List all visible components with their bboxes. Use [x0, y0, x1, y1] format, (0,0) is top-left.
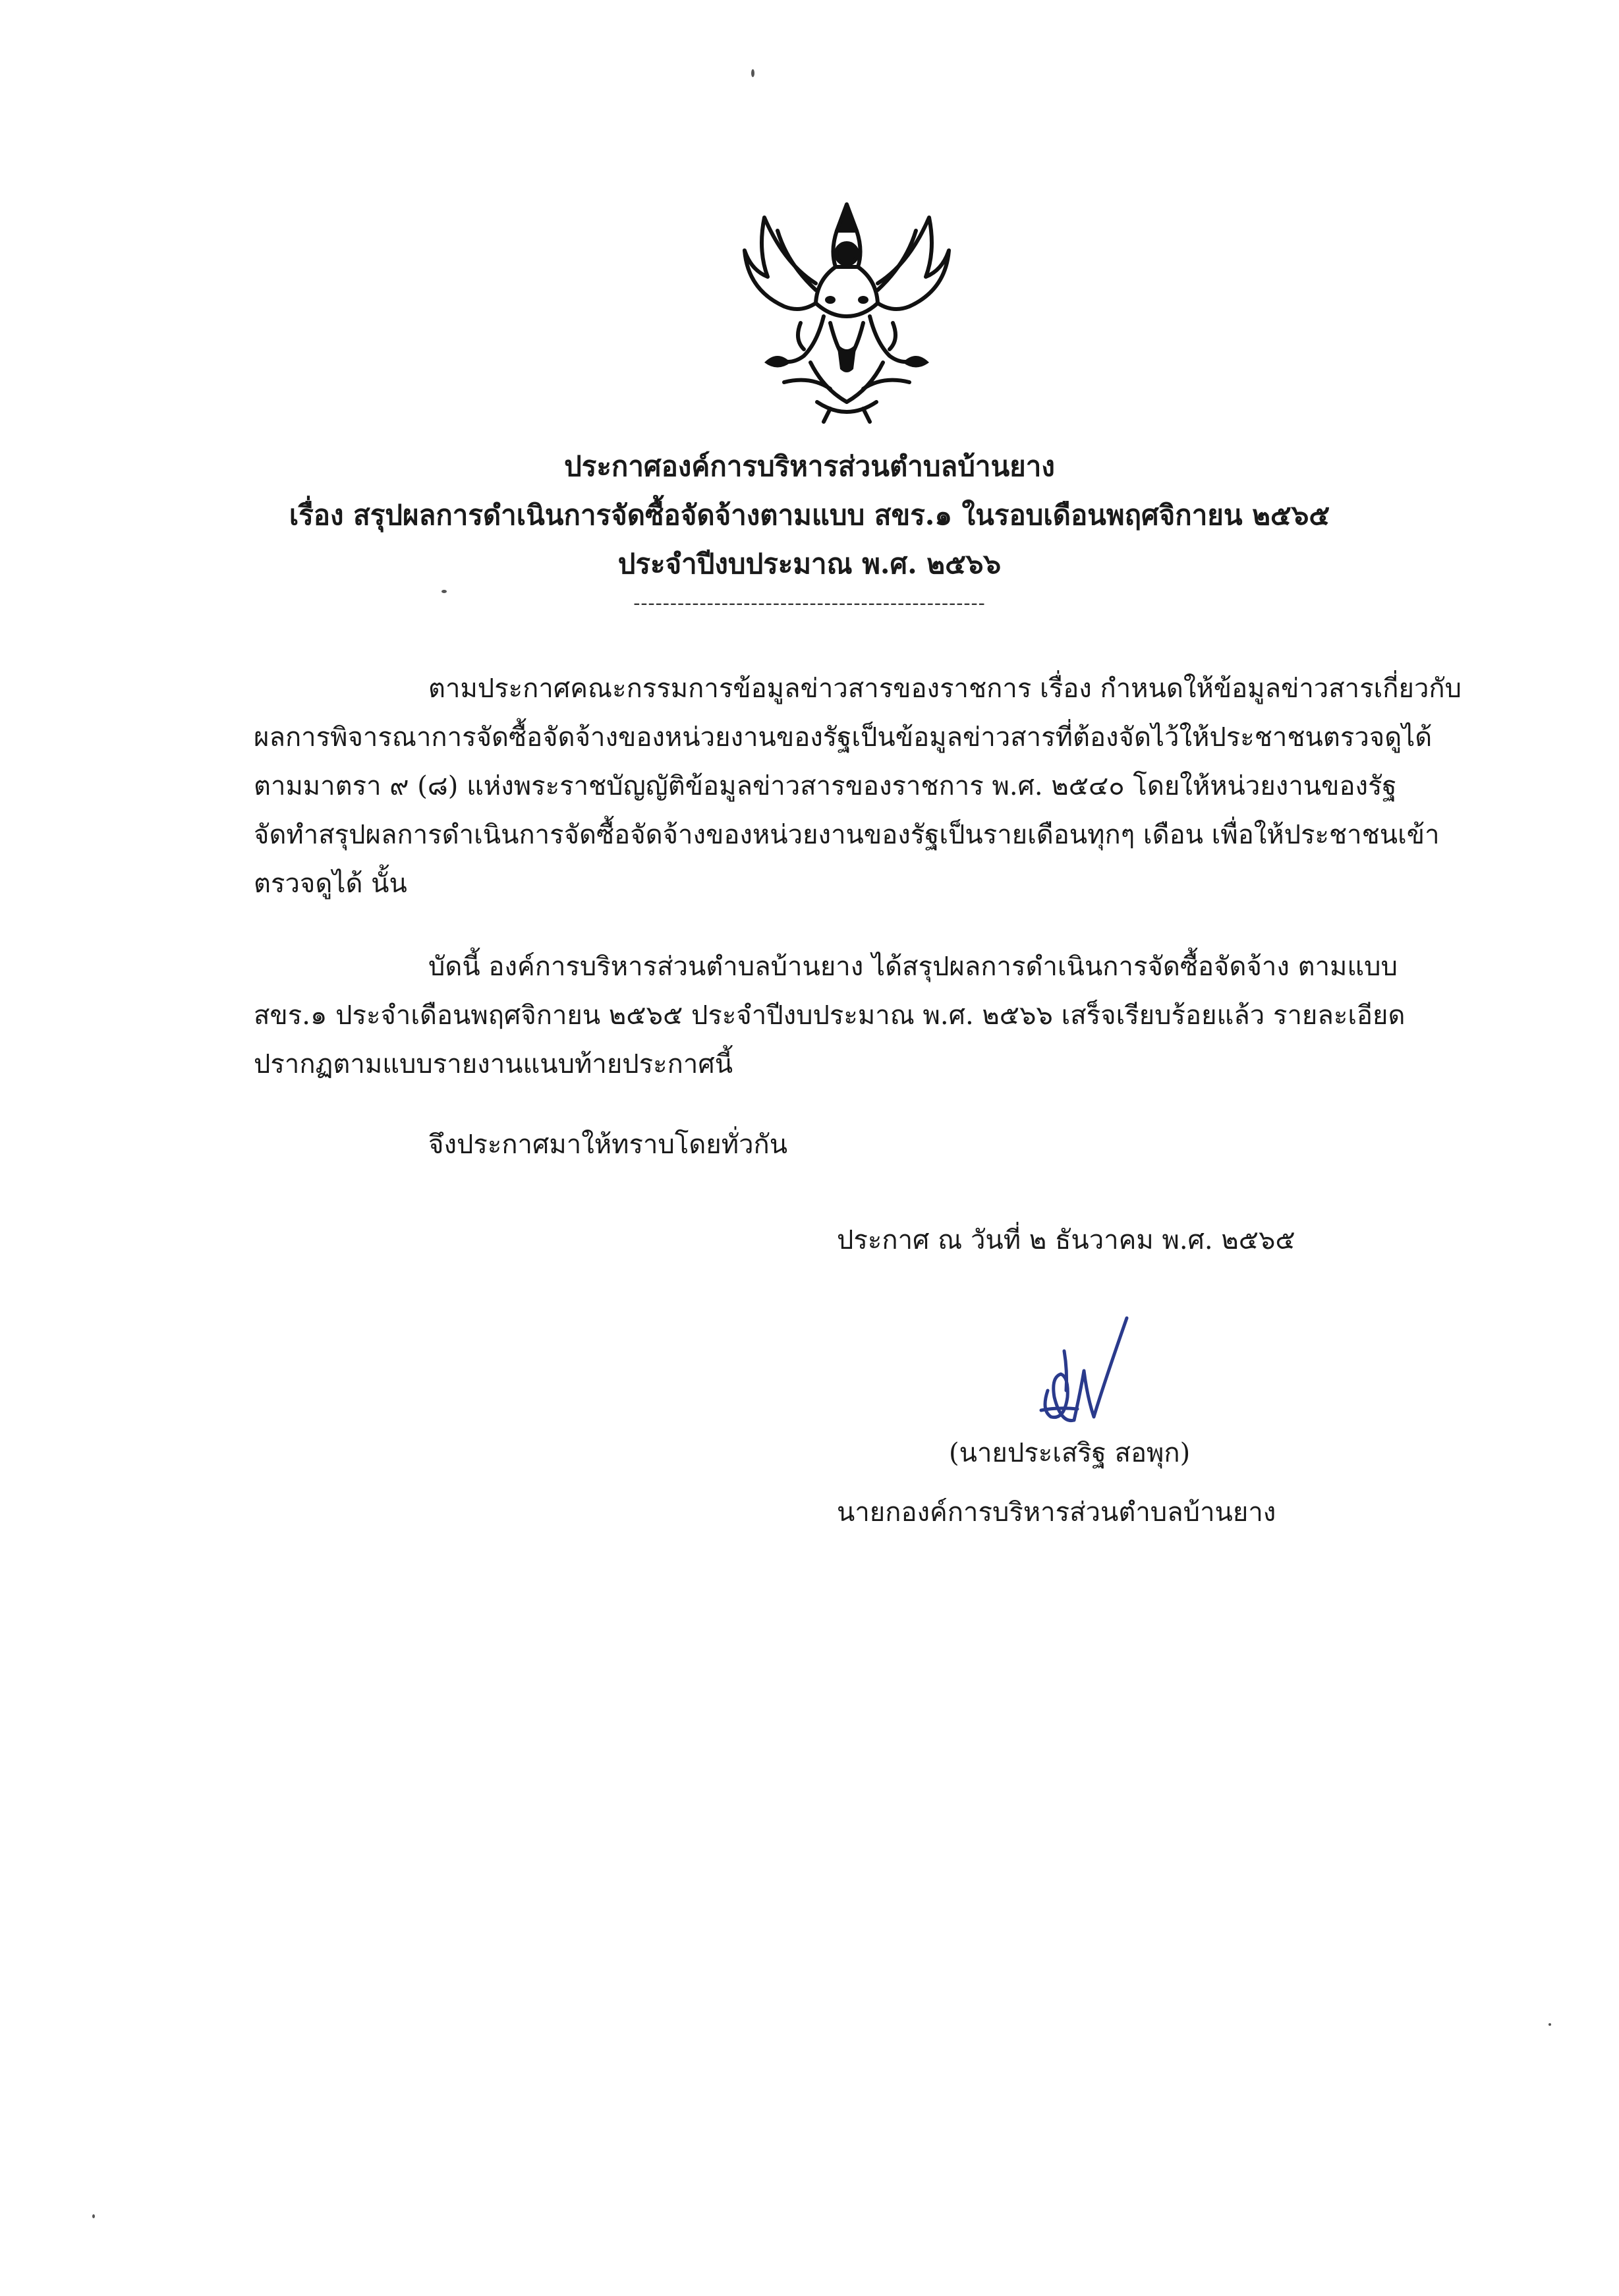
signer-name: (นายประเสริฐ สอพุก) — [949, 1438, 1191, 1468]
announcement-title: ประกาศองค์การบริหารส่วนตำบลบ้านยาง — [564, 450, 1055, 482]
garuda-emblem-icon — [738, 191, 955, 428]
scan-speck — [441, 590, 447, 593]
announcement-date: ประกาศ ณ วันที่ ๒ ธันวาคม พ.ศ. ๒๕๖๕ — [837, 1225, 1295, 1255]
closing-statement: จึงประกาศมาให้ทราบโดยทั่วกัน — [428, 1130, 788, 1160]
paragraph-1 — [254, 664, 1479, 908]
handwritten-signature-icon — [1028, 1311, 1140, 1437]
scan-speck — [751, 69, 754, 77]
paragraph-1-line: ตามมาตรา ๙ (๘) แห่งพระราชบัญญัติข้อมูลข่าวสารของราชการ พ.ศ. ๒๕๔๐ โดยให้หน่วยงานของรัฐ — [254, 771, 1397, 801]
paragraph-2-line: ปรากฏตามแบบรายงานแนบท้ายประกาศนี้ — [254, 1049, 733, 1079]
announcement-subject: เรื่อง สรุปผลการดำเนินการจัดซื้อจัดจ้างตามแบบ สขร.๑ ในรอบเดือนพฤศจิกายน ๒๕๖๕ — [289, 499, 1330, 531]
title-divider: ------------------------------------------------ — [633, 592, 986, 615]
paragraph-2 — [254, 942, 1479, 1089]
paragraph-2-line: บัดนี้ องค์การบริหารส่วนตำบลบ้านยาง ได้สรุปผลการดำเนินการจัดซื้อจัดจ้าง ตามแบบ — [428, 952, 1398, 982]
paragraph-1-line: จัดทำสรุปผลการดำเนินการจัดซื้อจัดจ้างของหน่วยงานของรัฐเป็นรายเดือนทุกๆ เดือน เพื่อให้ประชาชนเข้า — [254, 820, 1440, 850]
scan-speck — [92, 2214, 95, 2218]
announcement-fiscal-year: ประจำปีงบประมาณ พ.ศ. ๒๕๖๖ — [617, 548, 1002, 580]
paragraph-1-line: ตามประกาศคณะกรรมการข้อมูลข่าวสารของราชการ เรื่อง กำหนดให้ข้อมูลข่าวสารเกี่ยวกับ — [428, 674, 1462, 704]
paragraph-1-line: ตรวจดูได้ นั้น — [254, 869, 407, 899]
signer-title: นายกองค์การบริหารส่วนตำบลบ้านยาง — [837, 1497, 1276, 1528]
paragraph-3 — [254, 1120, 1479, 1169]
scan-speck — [1548, 2023, 1551, 2026]
paragraph-1-line: ผลการพิจารณาการจัดซื้อจัดจ้างของหน่วยงานของรัฐเป็นข้อมูลข่าวสารที่ต้องจัดไว้ให้ประชาชนตรวจดูได้ — [254, 722, 1433, 753]
paragraph-2-line: สขร.๑ ประจำเดือนพฤศจิกายน ๒๕๖๕ ประจำปีงบประมาณ พ.ศ. ๒๕๖๖ เสร็จเรียบร้อยแล้ว รายละเอียด — [254, 1000, 1406, 1031]
